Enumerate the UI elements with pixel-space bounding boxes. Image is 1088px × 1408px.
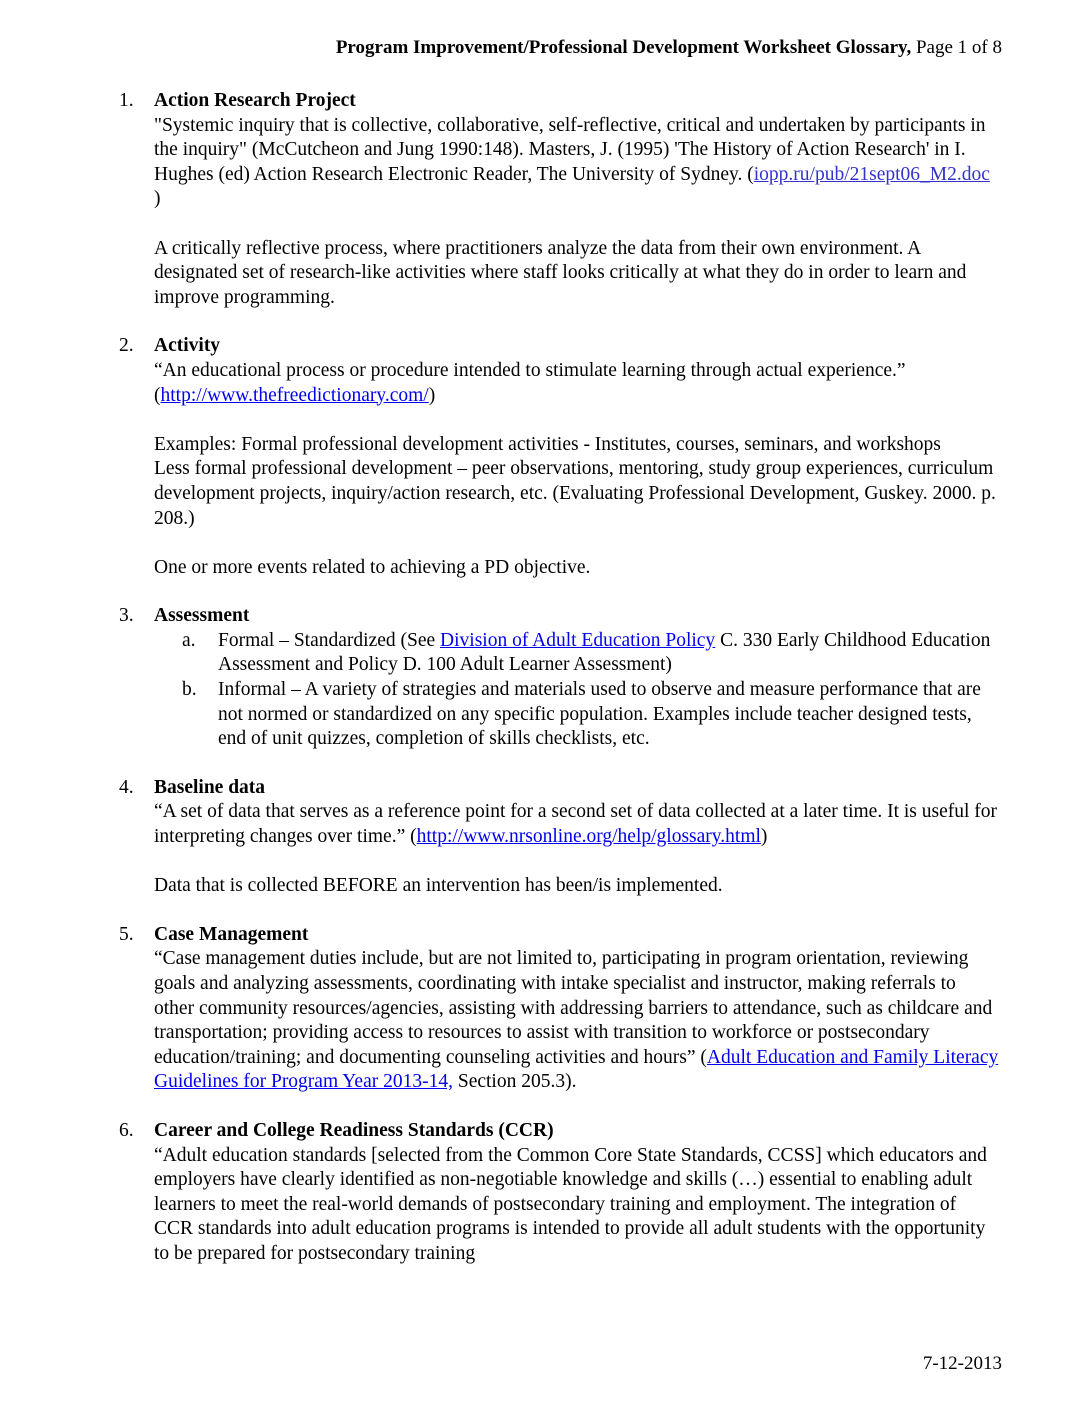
sub-item-informal: [154, 678, 999, 752]
entry-term: Activity: [154, 335, 221, 357]
entry-paragraph: One or more events related to achieving a PD objective.: [154, 556, 591, 578]
glossary-entry-action-research: [119, 89, 999, 310]
header-page-number: Page 1 of 8: [911, 37, 1002, 58]
entry-definition: “An educational process or procedure intended to stimulate learning through actual experience.”: [154, 359, 906, 381]
entry-definition: “Adult education standards [selected from the Common Core State Standards, CCSS] which educators and employers have clearly identified as non-negotiable knowledge and skills (…) essential to enabling adult learners to meet the real-world demands of postsecondary training and employment. The integration of CCR standards into adult education programs is intended to provide all adult students with the opportunity to be prepared for postsecondary training: [154, 1144, 987, 1264]
entry-term: Assessment: [154, 605, 250, 627]
sub-item-text: Informal – A variety of strategies and materials used to observe and measure performance that are not normed or standardized on any specific population. Examples include teacher designed tests, end of unit quizzes, completion of skills checklists, etc.: [218, 679, 981, 750]
header-title: Program Improvement/Professional Development Worksheet Glossary,: [335, 37, 912, 58]
page-header: [336, 36, 1002, 61]
source-link[interactable]: http://www.thefreedictionary.com/: [160, 384, 429, 406]
entry-term: Career and College Readiness Standards (CCR): [154, 1119, 554, 1141]
entry-paragraph: A critically reflective process, where practitioners analyze the data from their own environment. A designated set of research-like activities where staff looks critically at what they do in order to learn and improve programming.: [154, 237, 967, 308]
entry-number: 3.: [119, 605, 134, 627]
source-link[interactable]: iopp.ru/pub/21sept06_M2.doc: [753, 163, 990, 185]
entry-term: Action Research Project: [154, 90, 356, 111]
glossary-list: [119, 89, 999, 1291]
entry-source: (http://www.thefreedictionary.com/): [154, 384, 436, 406]
glossary-entry-ccr: [119, 1119, 999, 1267]
entry-term: Baseline data: [154, 776, 266, 798]
entry-paragraph: Less formal professional development – peer observations, mentoring, study group experiences, curriculum development projects, inquiry/action research, etc. (Evaluating Professional Development, Guskey. 2000. p. 208.): [154, 458, 996, 529]
entry-number: 6.: [119, 1119, 134, 1141]
source-link[interactable]: http://www.nrsonline.org/help/glossary.html: [416, 826, 761, 848]
entry-term: Case Management: [154, 923, 309, 945]
entry-number: 1.: [119, 90, 134, 111]
page-date: 7-12-2013: [922, 1353, 1002, 1374]
policy-link[interactable]: Division of Adult Education Policy: [440, 629, 716, 651]
entry-paragraph: Examples: Formal professional development activities - Institutes, courses, seminars, and workshops: [154, 433, 941, 455]
entry-paragraph: Data that is collected BEFORE an intervention has been/is implemented.: [154, 875, 723, 897]
glossary-entry-activity: [119, 334, 999, 580]
entry-definition: “Case management duties include, but are not limited to, participating in program orientation, reviewing goals and analyzing assessments, coordinating with intake specialist and instructor, making referrals to other community resources/agencies, assisting with addressing barriers to attendance, such as childcare and transportation; providing access to resources to assist with transition to workforce or postsecondary education/training; and documenting counseling activities and hours” (Adult Education and Family Literacy Guidelines for Program Year 2013-14, Section 205.3).: [154, 948, 999, 1093]
sub-item-letter: b.: [182, 679, 197, 701]
entry-number: 2.: [119, 335, 134, 357]
entry-number: 4.: [119, 776, 134, 798]
glossary-entry-case-management: [119, 923, 999, 1095]
sub-item-letter: a.: [182, 629, 196, 651]
entry-number: 5.: [119, 923, 134, 945]
glossary-entry-assessment: [119, 604, 999, 752]
guidelines-link[interactable]: Adult Education and Family Literacy Guidelines for Program Year 2013-14,: [154, 1046, 999, 1093]
entry-definition: “A set of data that serves as a reference point for a second set of data collected at a later time. It is useful for interpreting changes over time.” (http://www.nrsonline.org/help/glossary.html): [154, 801, 998, 848]
sub-item-formal: a. Formal – Standardized (See Division of Adult Education Policy C. 330 Early Childhood Education Assessment and Policy D. 100 Adult Learner Assessment): [154, 629, 999, 678]
glossary-entry-baseline-data: [119, 776, 999, 899]
entry-definition: "Systemic inquiry that is collective, collaborative, self-reflective, critical and undertaken by participants in the inquiry" (McCutcheon and Jung 1990:148). Masters, J. (1995) 'The History of Action Research' in I. Hughes (ed) Action Research Electronic Reader, The University of Sydney. (iopp.ru/pub/21sept06_M2.doc ): [154, 114, 990, 210]
